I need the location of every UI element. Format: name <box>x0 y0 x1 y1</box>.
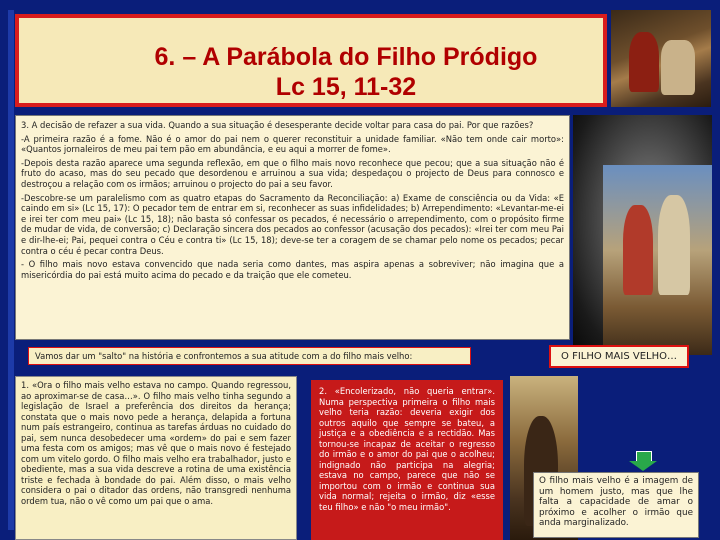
decorative-stripe <box>8 10 14 530</box>
painting-figure <box>658 195 690 295</box>
main-text-box <box>15 115 570 340</box>
return-painting <box>603 165 712 355</box>
transition-ribbon: Vamos dar um "salto" na história e confrontemos a sua atitude com a do filho mais velho: <box>28 347 471 365</box>
title-line-2: Lc 15, 11-32 <box>275 73 417 101</box>
anger-text-box: 2. «Encolerizado, não queria entrar». Numa perspectiva primeira o filho mais velho teria razão: deveria exigir dos outros aquilo que sempre se bateu, a justiça e a obediência e a rectidão. Mas tornou-se incapaz de aceitar o regresso do irmão e o amor do pai que o acolheu; indignado não participa na alegria; estava no campo, parece que não se importou com o irmão e continua sua vida normal; rejeita o irmão, diz «esse teu filho» e não "o meu irmão". <box>311 380 503 540</box>
older-son-text-box: 1. «Ora o filho mais velho estava no campo. Quando regressou, ao aproximar-se de casa…». O filho mais velho tinha segundo a legislação de Israel a preferência dos direitos da herança; constata que o mais novo pede a herança, delapida a fortuna num país estrangeiro, continua as tarefas árduas no cuidado do pai, sem nunca desobedecer uma «ordem» do pai e sem fazer uma festa com os amigos; mas vê que o mais novo é festejado com um vitelo gordo. O filho mais velho era trabalhador, justo e obediente, mas a sua vida descreve a rotina de uma existência triste e fechada à bondade do pai. Além disso, o mais velho considera o pai o ditador das ordens, não transgredi nenhuma ordem tua, não o vê como um pai que o ama. <box>15 376 297 540</box>
older-son-label: O FILHO MAIS VELHO… <box>549 345 689 368</box>
summary-text-box: O filho mais velho é a imagem de um homem justo, mas que lhe falta a capacidade de amar o próximo e acolher o irmão que anda marginalizado. <box>533 472 699 538</box>
paragraph-survival: - O filho mais novo estava convencido que nada seria como dantes, mas aspira apenas a sobreviver; não imagina que a misericórdia do pai está muito acima do pecado e da traição que ele cometeu. <box>21 259 564 280</box>
prodigal-son-painting <box>611 10 711 107</box>
paragraph-reconciliation: -Descobre-se um paralelismo com as quatro etapas do Sacramento da Reconciliação: a) Exame de consciência ou da Vida: «E caindo em si» (Lc 15, 17): O pecador tem de entrar em si, reconhecer as suas infidelidades; b) Arrependimento: «Levantar-me-ei e irei ter com meu pai» (Lc 15, 18); não basta só confessar os pecados, é necessário o arrependimento, com o propósito firme de mudar de vida, de conversão; c) Declaração sincera dos pecados ao confessor (acusação dos pecados): «Irei ter com meu Pai e dir-lhe-ei; Pai, pequei contra o Céu e contra ti» (Lc 15, 18); deve-se ter a coragem de se chamar pelo nome os pecados; pecar contra o céu é pecar contra Deus. <box>21 192 564 256</box>
title-box <box>15 14 607 107</box>
paragraph-hunger: -A primeira razão é a fome. Não é o amor do pai nem o querer reconstituir a unidade familiar. «Não tem onde cair morto»: «Quantos jornaleiros de meu pai tem pão em abundância, e eu aqui a morrer de fome». <box>21 133 564 155</box>
painting-figure <box>623 205 653 295</box>
painting-figure <box>629 32 659 92</box>
paragraph-reflection: -Depois desta razão aparece uma segunda reflexão, em que o filho mais novo reconhece que pecou; que a sua situação não é fruto do acaso, mas do seu pecado que desordenou e arruinou a sua vida; despedaçou o projecto de Deus para connosco e destroçou a relação com os irmãos; arruinou o projecto do pai a seu favor. <box>21 157 564 189</box>
down-arrow-head-icon <box>629 461 657 471</box>
painting-figure <box>661 40 695 95</box>
paragraph-decision: 3. A decisão de refazer a sua vida. Quando a sua situação é desesperante decide voltar para casa do pai. Por que razões? <box>21 120 534 130</box>
title-line-1: 6. – A Parábola do Filho Pródigo <box>154 43 538 71</box>
slide-title <box>19 42 603 102</box>
